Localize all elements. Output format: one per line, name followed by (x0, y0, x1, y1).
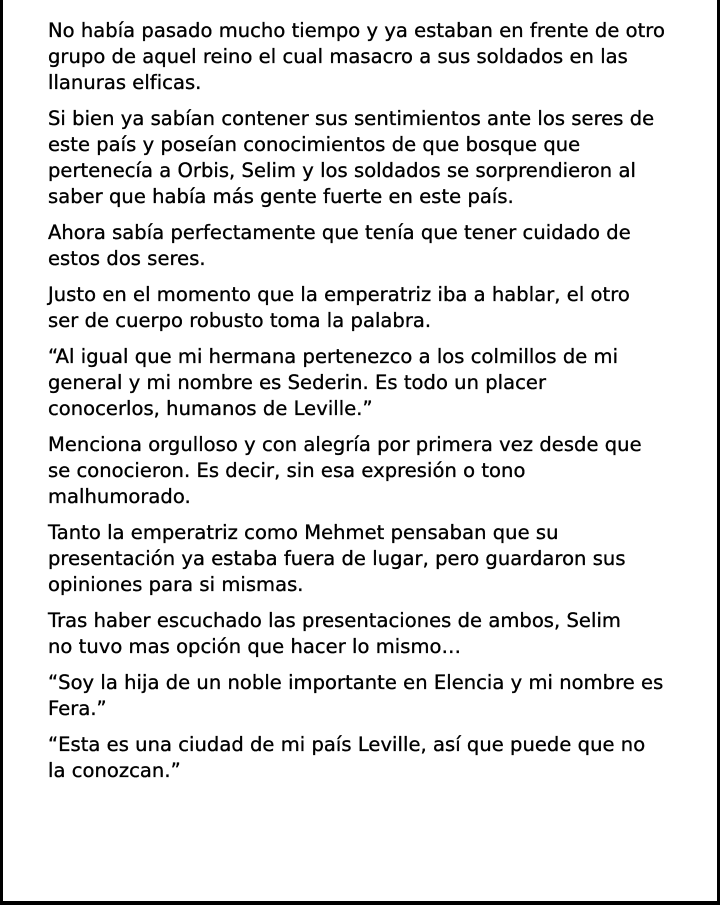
paragraph-line: grupo de aquel reino el cual masacro a sus soldados en las (48, 45, 628, 68)
paragraph-5 (48, 344, 688, 422)
paragraph-line: malhumorado. (48, 485, 191, 508)
paragraph-line: Tras haber escuchado las presentaciones de ambos, Selim (48, 609, 621, 632)
paragraph-line: No había pasado mucho tiempo y ya estaban en frente de otro (48, 19, 665, 42)
paragraph-line: estos dos seres. (48, 247, 206, 270)
paragraph-line: general y mi nombre es Sederin. Es todo un placer (48, 371, 547, 394)
paragraph-line: opiniones para si mismas. (48, 573, 304, 596)
paragraph-line: Tanto la emperatriz como Mehmet pensaban que su (48, 521, 559, 544)
paragraph-3 (48, 220, 688, 272)
document-body (48, 18, 688, 794)
paragraph-line: llanuras elficas. (48, 71, 202, 94)
paragraph-8 (48, 608, 688, 660)
paragraph-line: Si bien ya sabían contener sus sentimientos ante los seres de (48, 107, 655, 130)
paragraph-line: la conozcan.” (48, 759, 181, 782)
paragraph-7 (48, 520, 688, 598)
paragraph-line: “Soy la hija de un noble importante en Elencia y mi nombre es (48, 671, 664, 694)
paragraph-line: no tuvo mas opción que hacer lo mismo… (48, 635, 462, 658)
paragraph-2 (48, 106, 688, 210)
paragraph-10 (48, 732, 688, 784)
paragraph-4 (48, 282, 688, 334)
paragraph-line: se conocieron. Es decir, sin esa expresión o tono (48, 459, 526, 482)
paragraph-line: ser de cuerpo robusto toma la palabra. (48, 309, 432, 332)
paragraph-line: pertenecía a Orbis, Selim y los soldados se sorprendieron al (48, 159, 636, 182)
paragraph-line: Justo en el momento que la emperatriz iba a hablar, el otro (48, 283, 630, 306)
paragraph-line: Fera.” (48, 697, 107, 720)
paragraph-line: Ahora sabía perfectamente que tenía que tener cuidado de (48, 221, 631, 244)
paragraph-line: presentación ya estaba fuera de lugar, pero guardaron sus (48, 547, 626, 570)
paragraph-line: Menciona orgulloso y con alegría por primera vez desde que (48, 433, 642, 456)
paragraph-6 (48, 432, 688, 510)
paragraph-line: conocerlos, humanos de Leville.” (48, 397, 373, 420)
paragraph-9 (48, 670, 688, 722)
paragraph-line: este país y poseían conocimientos de que bosque que (48, 133, 581, 156)
paragraph-line: “Esta es una ciudad de mi país Leville, así que puede que no (48, 733, 646, 756)
paragraph-line: saber que había más gente fuerte en este país. (48, 185, 514, 208)
paragraph-1 (48, 18, 688, 96)
paragraph-line: “Al igual que mi hermana pertenezco a los colmillos de mi (48, 345, 619, 368)
